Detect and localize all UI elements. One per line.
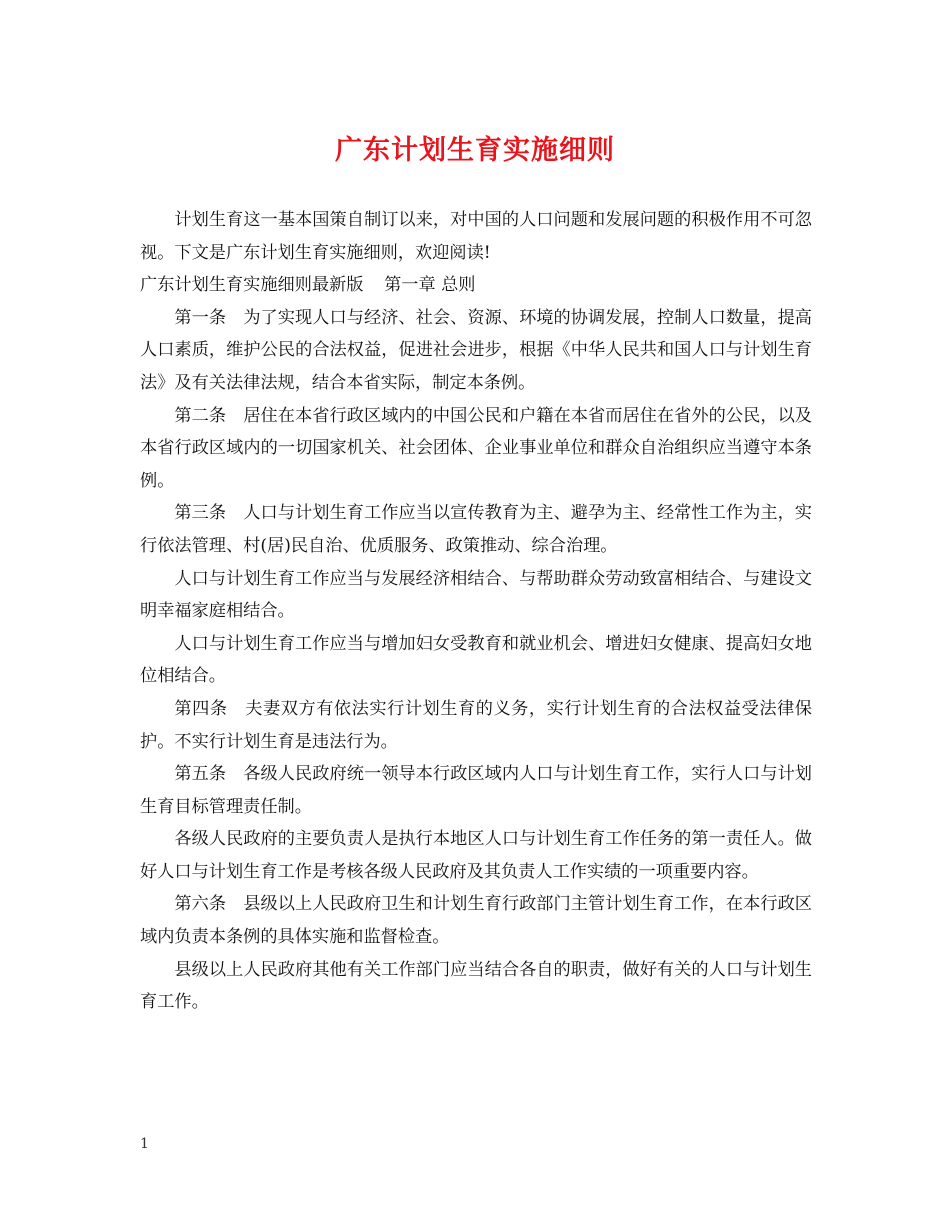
article-3-clause-3: 人口与计划生育工作应当与增加妇女受教育和就业机会、增进妇女健康、提高妇女地位相结合。	[140, 633, 812, 687]
article-2: 第二条 居住在本省行政区域内的中国公民和户籍在本省而居住在省外的公民，以及本省行政区域内的一切国家机关、社会团体、企业事业单位和群众自治组织应当遵守本条例。	[140, 405, 812, 491]
chapter-heading: 第一章 总则	[384, 275, 476, 296]
document-body	[140, 204, 812, 1019]
article-4: 第四条 夫妻双方有依法实行计划生育的义务，实行计划生育的合法权益受法律保护。不实行计划生育是违法行为。	[140, 698, 812, 752]
article-3-clause-2: 人口与计划生育工作应当与发展经济相结合、与帮助群众劳动致富相结合、与建设文明幸福家庭相结合。	[140, 568, 812, 622]
article-5: 第五条 各级人民政府统一领导本行政区域内人口与计划生育工作，实行人口与计划生育目标管理责任制。	[140, 764, 812, 817]
document-title: 广东计划生育实施细则	[335, 135, 615, 166]
page-number: 1	[140, 1136, 149, 1152]
intro-paragraph: 计划生育这一基本国策自制订以来，对中国的人口问题和发展问题的积极作用不可忽视。下文是广东计划生育实施细则，欢迎阅读!	[140, 210, 812, 263]
subheading-left: 广东计划生育实施细则最新版	[140, 275, 364, 296]
chapter-heading-line	[140, 269, 812, 302]
article-6-clause-2: 县级以上人民政府其他有关工作部门应当结合各自的职责，做好有关的人口与计划生育工作。	[140, 959, 812, 1013]
article-6: 第六条 县级以上人民政府卫生和计划生育行政部门主管计划生育工作，在本行政区域内负责本条例的具体实施和监督检查。	[140, 894, 812, 948]
article-5-clause-2: 各级人民政府的主要负责人是执行本地区人口与计划生育工作任务的第一责任人。做好人口与计划生育工作是考核各级人民政府及其负责人工作实绩的一项重要内容。	[140, 829, 812, 882]
article-1: 第一条 为了实现人口与经济、社会、资源、环境的协调发展，控制人口数量，提高人口素质，维护公民的合法权益，促进社会进步，根据《中华人民共和国人口与计划生育法》及有关法律法规，结合本省实际，制定本条例。	[140, 307, 812, 393]
article-3: 第三条 人口与计划生育工作应当以宣传教育为主、避孕为主、经常性工作为主，实行依法管理、村(居)民自治、优质服务、政策推动、综合治理。	[140, 503, 812, 556]
